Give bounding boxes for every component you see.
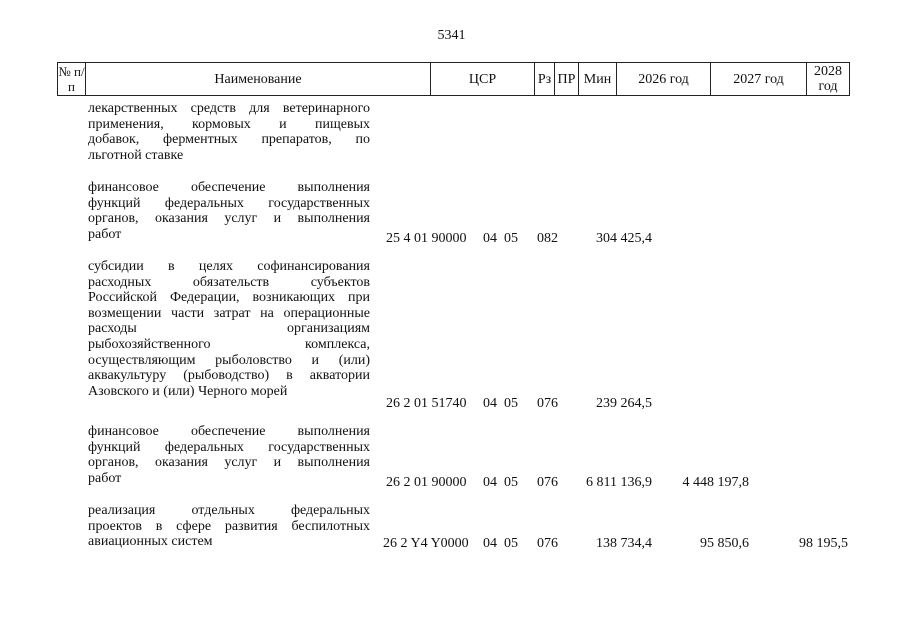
row-min: 076 — [537, 396, 558, 411]
row-csr: 25 4 01 90000 — [386, 231, 467, 246]
row-rz: 04 — [483, 536, 497, 551]
row-rz: 04 — [483, 396, 497, 411]
row-name-line: субсидии в целях софинансирования — [88, 259, 370, 274]
row-name-line: реализация отдельных федеральных — [88, 503, 370, 518]
row-pr: 05 — [504, 231, 518, 246]
row-name-line: добавок, ферментных препаратов, по — [88, 132, 370, 148]
row-name-line: функций федеральных государственных — [88, 439, 370, 455]
row-name-line: проектов в сфере развития беспилотных — [88, 518, 370, 534]
row-csr: 26 2 01 51740 — [386, 396, 467, 411]
row-pr: 05 — [504, 536, 518, 551]
row-2027: 4 448 197,8 — [682, 475, 749, 490]
row-min: 076 — [537, 536, 558, 551]
row-2028: 98 195,5 — [799, 536, 848, 551]
row-name — [88, 180, 370, 242]
row-2026: 6 811 136,9 — [586, 475, 652, 490]
row-name-line: льготной ставке — [88, 147, 184, 163]
header-pr: ПР — [555, 63, 579, 95]
row-name-line: рыбохозяйственного комплекса, — [88, 336, 370, 352]
row-csr: 26 2 Y4 Y0000 — [383, 536, 469, 551]
row-name-line: лекарственных средств для ветеринарного — [88, 101, 370, 116]
row-min: 082 — [537, 231, 558, 246]
row-name-line: осуществляющим рыболовство и (или) — [88, 352, 370, 368]
row-pr: 05 — [504, 475, 518, 490]
row-name-line: финансовое обеспечение выполнения — [88, 424, 370, 439]
row-pr: 05 — [504, 396, 518, 411]
row-2026: 239 264,5 — [596, 396, 652, 411]
row-name-line: органов, оказания услуг и выполнения — [88, 211, 370, 227]
row-name-line: авиационных систем — [88, 534, 213, 550]
header-num: № п/п — [58, 64, 85, 94]
header-2026: 2026 год — [617, 63, 711, 95]
row-rz: 04 — [483, 231, 497, 246]
row-name-line: применения, кормовых и пищевых — [88, 116, 370, 132]
header-name: Наименование — [86, 63, 431, 95]
row-min: 076 — [537, 475, 558, 490]
header-2028: 2028 год — [814, 64, 842, 94]
row-name-line: аквакультуру (рыбоводство) в акватории — [88, 368, 370, 384]
row-name-line: расходных обязательств субъектов — [88, 274, 370, 290]
row-name — [88, 259, 370, 399]
row-name — [88, 101, 370, 163]
row-2026: 304 425,4 — [596, 231, 652, 246]
row-name — [88, 503, 370, 550]
header-rz: Рз — [535, 63, 555, 95]
table-header — [57, 62, 850, 96]
row-name-line: Российской Федерации, возникающих при — [88, 290, 370, 306]
row-csr: 26 2 01 90000 — [386, 475, 467, 490]
row-2027: 95 850,6 — [700, 536, 749, 551]
row-name-line: органов, оказания услуг и выполнения — [88, 455, 370, 471]
page-number: 5341 — [437, 28, 466, 43]
header-min: Мин — [579, 63, 617, 95]
row-name-line: Азовского и (или) Черного морей — [88, 383, 288, 399]
row-name-line: финансовое обеспечение выполнения — [88, 180, 370, 195]
row-name-line: возмещении части затрат на операционные — [88, 305, 370, 321]
row-rz: 04 — [483, 475, 497, 490]
row-name-line: работ — [88, 226, 122, 242]
row-name-line: функций федеральных государственных — [88, 195, 370, 211]
row-name-line: работ — [88, 470, 122, 486]
row-name-line: расходы организациям — [88, 321, 370, 337]
header-csr: ЦСР — [431, 63, 535, 95]
row-2026: 138 734,4 — [596, 536, 652, 551]
header-2027: 2027 год — [711, 63, 807, 95]
row-name — [88, 424, 370, 486]
